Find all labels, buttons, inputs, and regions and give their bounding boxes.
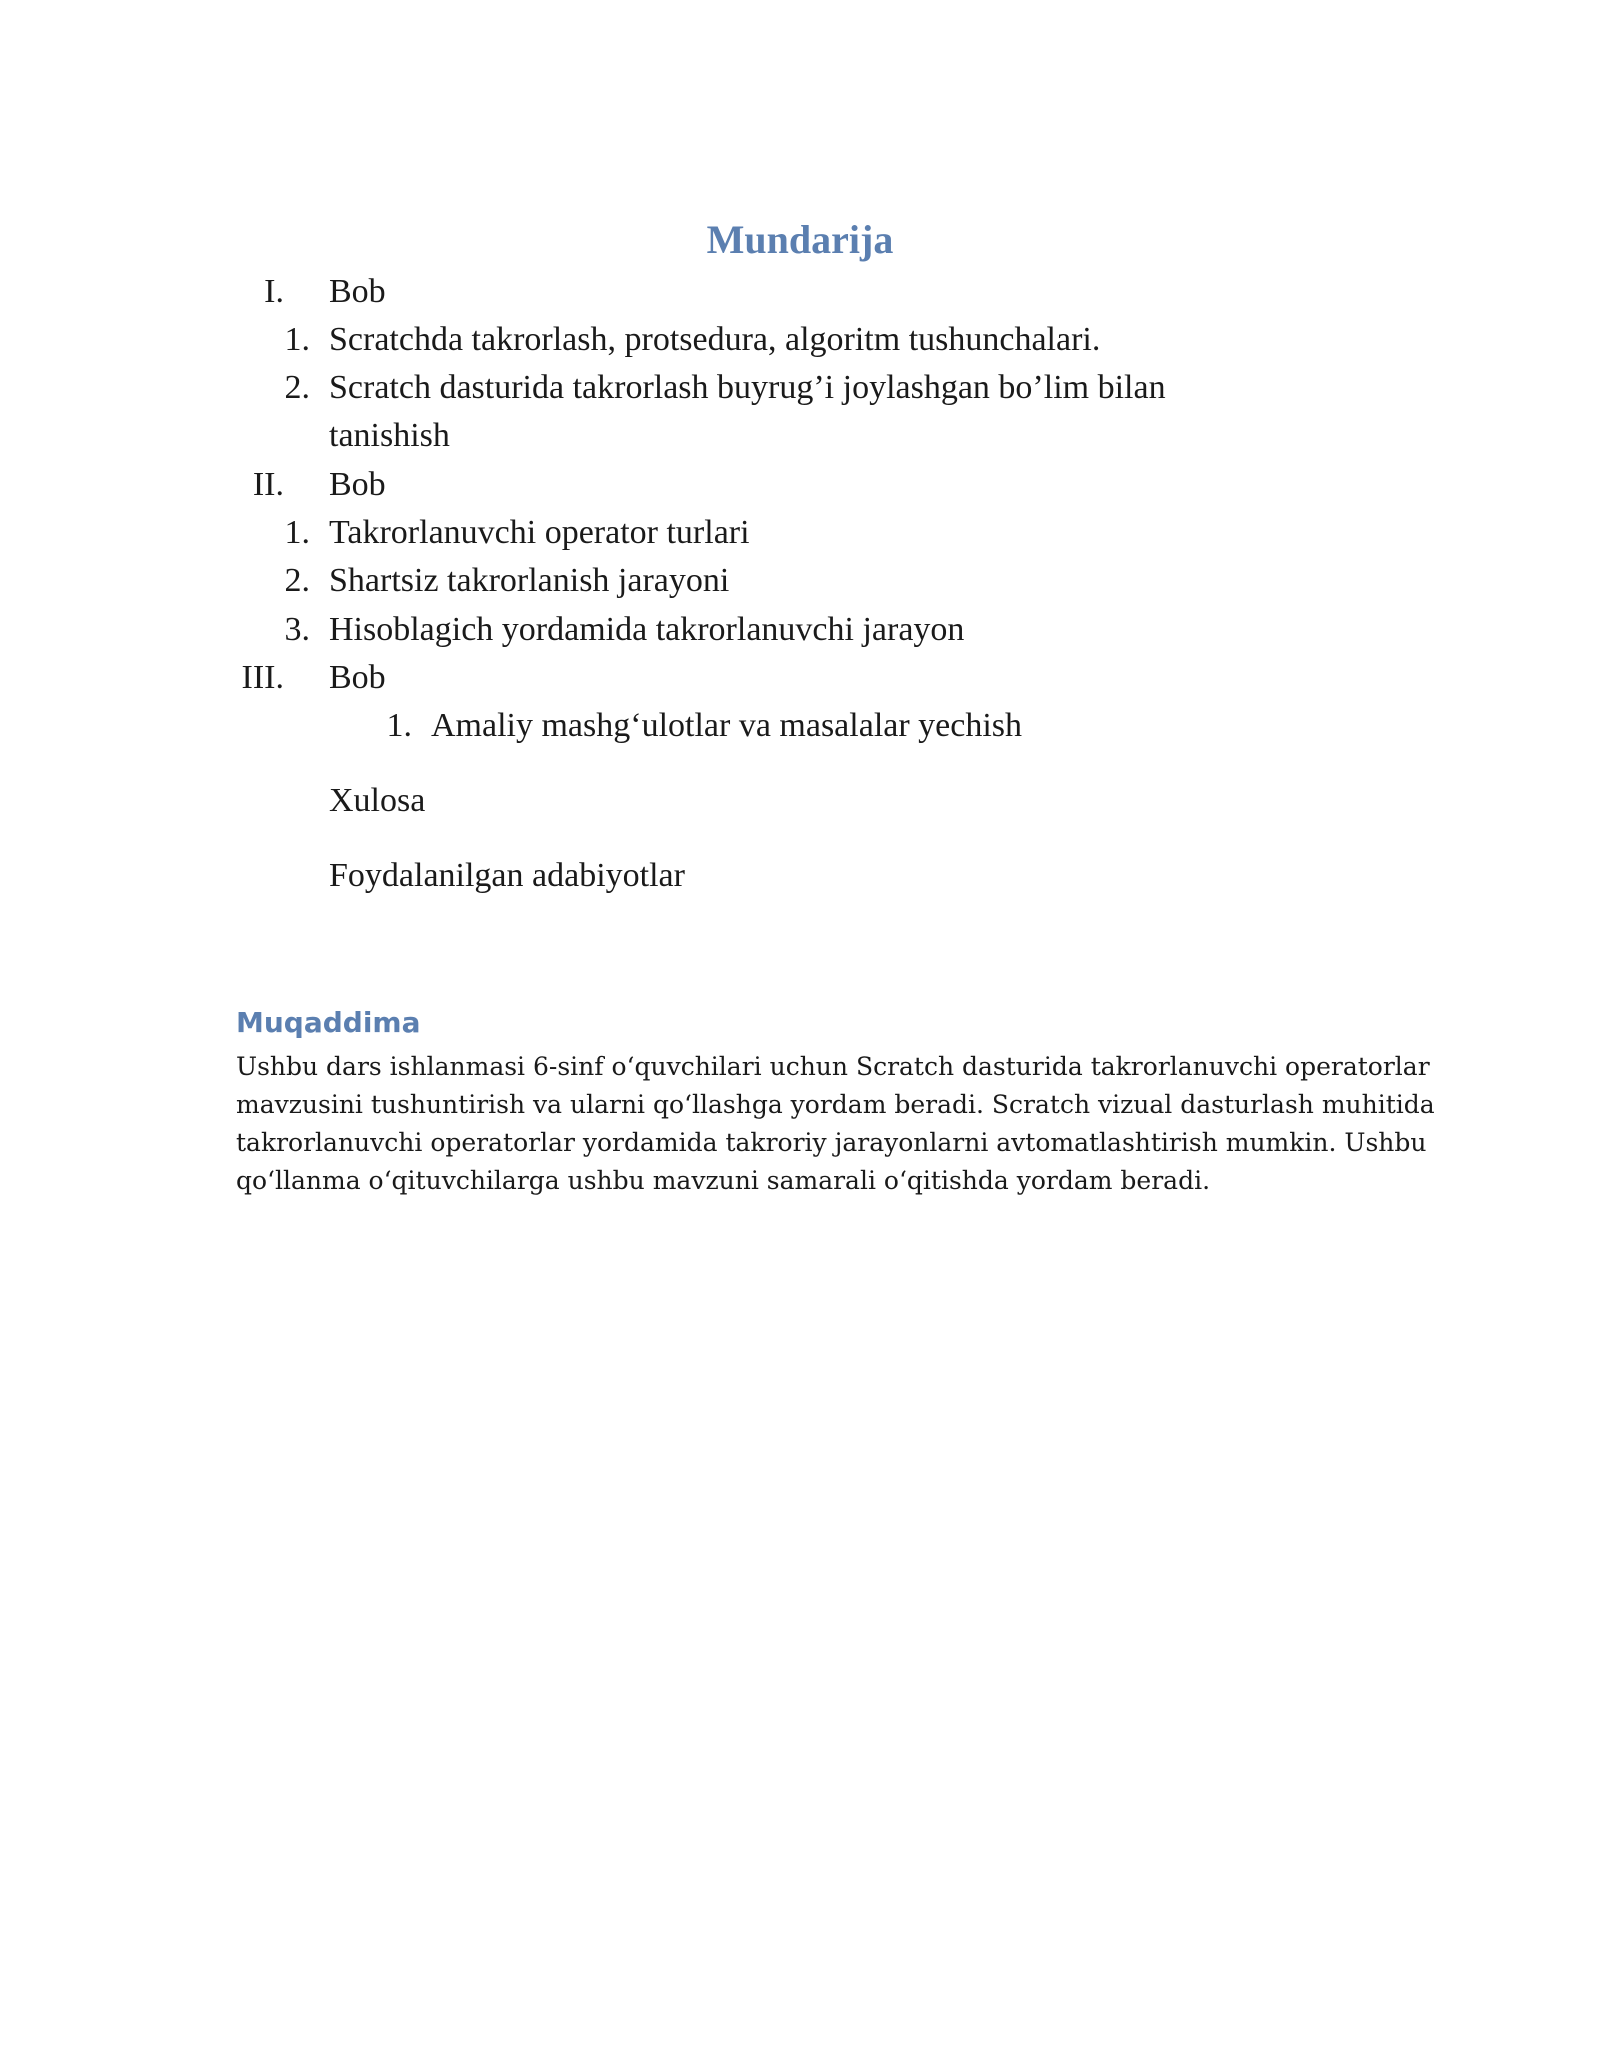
chapter-3-label: Bob (329, 659, 386, 696)
intro-line: qo‘llanma o‘qituvchilarga ushbu mavzuni samarali o‘qitishda yordam beradi. (236, 1166, 1211, 1195)
chapter-2-item-3-number: 3. (284, 611, 310, 648)
chapter-2-item-1-text: Takrorlanuvchi operator turlari (329, 514, 750, 551)
chapter-3-numeral: III. (241, 659, 284, 696)
chapter-2-numeral: II. (252, 466, 284, 503)
intro-heading: Muqaddima (236, 1006, 421, 1039)
chapter-2-item-3-text: Hisoblagich yordamida takrorlanuvchi jarayon (329, 611, 965, 648)
intro-line: mavzusini tushuntirish va ularni qo‘llashga yordam beradi. Scratch vizual dasturlash muhitida (236, 1090, 1435, 1119)
chapter-1-item-1-number: 1. (284, 321, 310, 358)
chapter-1-item-2-text-line-1: Scratch dasturida takrorlash buyrug’i joylashgan bo’lim bilan (329, 369, 1166, 406)
intro-line: Ushbu dars ishlanmasi 6-sinf o‘quvchilari uchun Scratch dasturida takrorlanuvchi operatorlar (236, 1052, 1430, 1081)
toc-title: Mundarija (706, 217, 894, 262)
chapter-1-label: Bob (329, 273, 386, 310)
chapter-1-item-2-number: 2. (284, 369, 310, 406)
chapter-2-label: Bob (329, 466, 386, 503)
toc-references: Foydalanilgan adabiyotlar (329, 857, 685, 894)
chapter-2-item-1-number: 1. (284, 514, 310, 551)
intro-line: takrorlanuvchi operatorlar yordamida takroriy jarayonlarni avtomatlashtirish mumkin. Ushbu (236, 1128, 1427, 1157)
chapter-3-item-1-number: 1. (386, 707, 412, 744)
chapter-1-item-2-text-line-2: tanishish (329, 417, 450, 454)
intro-paragraph (236, 1048, 1435, 1200)
chapter-1-item-1-text: Scratchda takrorlash, protsedura, algoritm tushunchalari. (329, 321, 1101, 358)
chapter-1-numeral: I. (264, 273, 284, 310)
chapter-2-item-2-number: 2. (284, 562, 310, 599)
chapter-3-item-1-text: Amaliy mashg‘ulotlar va masalalar yechish (431, 707, 1023, 744)
toc-conclusion: Xulosa (329, 782, 426, 819)
chapter-2-item-2-text: Shartsiz takrorlanish jarayoni (329, 562, 730, 599)
